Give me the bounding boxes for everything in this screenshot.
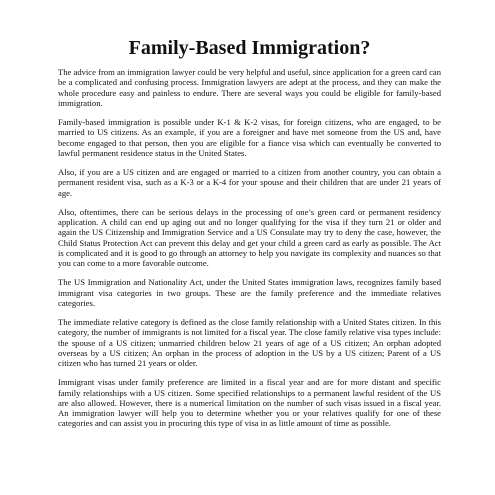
document-page	[58, 36, 441, 438]
paragraph-4: Also, oftentimes, there can be serious delays in the processing of one’s green card or permanent residency application. A child can end up aging out and no longer qualifying for the visa if they turn 21 or older and again the US Citizenship and Immigration Service and a US Consulate may try to deny the case, however, the Child Status Protection Act can prevent this delay and get your child a green card as early as possible. The Act is complicated and it is good to go through an attorney to help you navigate its complexity and nuances so that you can come to a more favorable outcome.	[58, 206, 441, 268]
paragraph-6: The immediate relative category is defined as the close family relationship with a United States citizen. In this category, the number of immigrants is not limited for a fiscal year. The close family relative visa types include: the spouse of a US citizen; unmarried children below 21 years of age of a US citizen; An orphan adopted overseas by a US citizen; An orphan in the process of adoption in the US by a US citizen; Parent of a US citizen who has turned 21 years or older.	[58, 317, 441, 368]
paragraph-7: Immigrant visas under family preference are limited in a fiscal year and are for more distant and specific family relationships with a US citizen. Some specified relationships to a permanent lawful resident of the US are also allowed. However, there is a numerical limitation on the number of such visas issued in a fiscal year. An immigration lawyer will help you to determine whether you or your relatives qualify for one of these categories and can assist you in procuring this type of visa in as little amount of time as possible.	[58, 377, 441, 429]
paragraph-5: The US Immigration and Nationality Act, under the United States immigration laws, recognizes family based immigrant visa categories in two groups. These are the family preference and the immediate relatives categories.	[58, 277, 441, 308]
paragraph-1: The advice from an immigration lawyer could be very helpful and useful, since application for a green card can be a complicated and confusing process. Immigration lawyers are adept at the process, and they can make the whole procedure easy and painless to endure. There are several ways you could be eligible for family-based immigration.	[58, 67, 441, 108]
paragraph-2: Family-based immigration is possible under K-1 & K-2 visas, for foreign citizens, who are engaged, to be married to US citizens. As an example, if you are a foreigner and have met someone from the US and, have become engaged to that person, then you are eligible for a fiance visa which can eventually be converted to lawful permanent residence status in the United States.	[58, 117, 441, 158]
paragraph-3: Also, if you are a US citizen and are engaged or married to a citizen from another country, you can obtain a permanent resident visa, such as a K-3 or a K-4 for your spouse and their children that are under 21 years of age.	[58, 167, 441, 198]
page-title: Family-Based Immigration?	[128, 37, 371, 59]
